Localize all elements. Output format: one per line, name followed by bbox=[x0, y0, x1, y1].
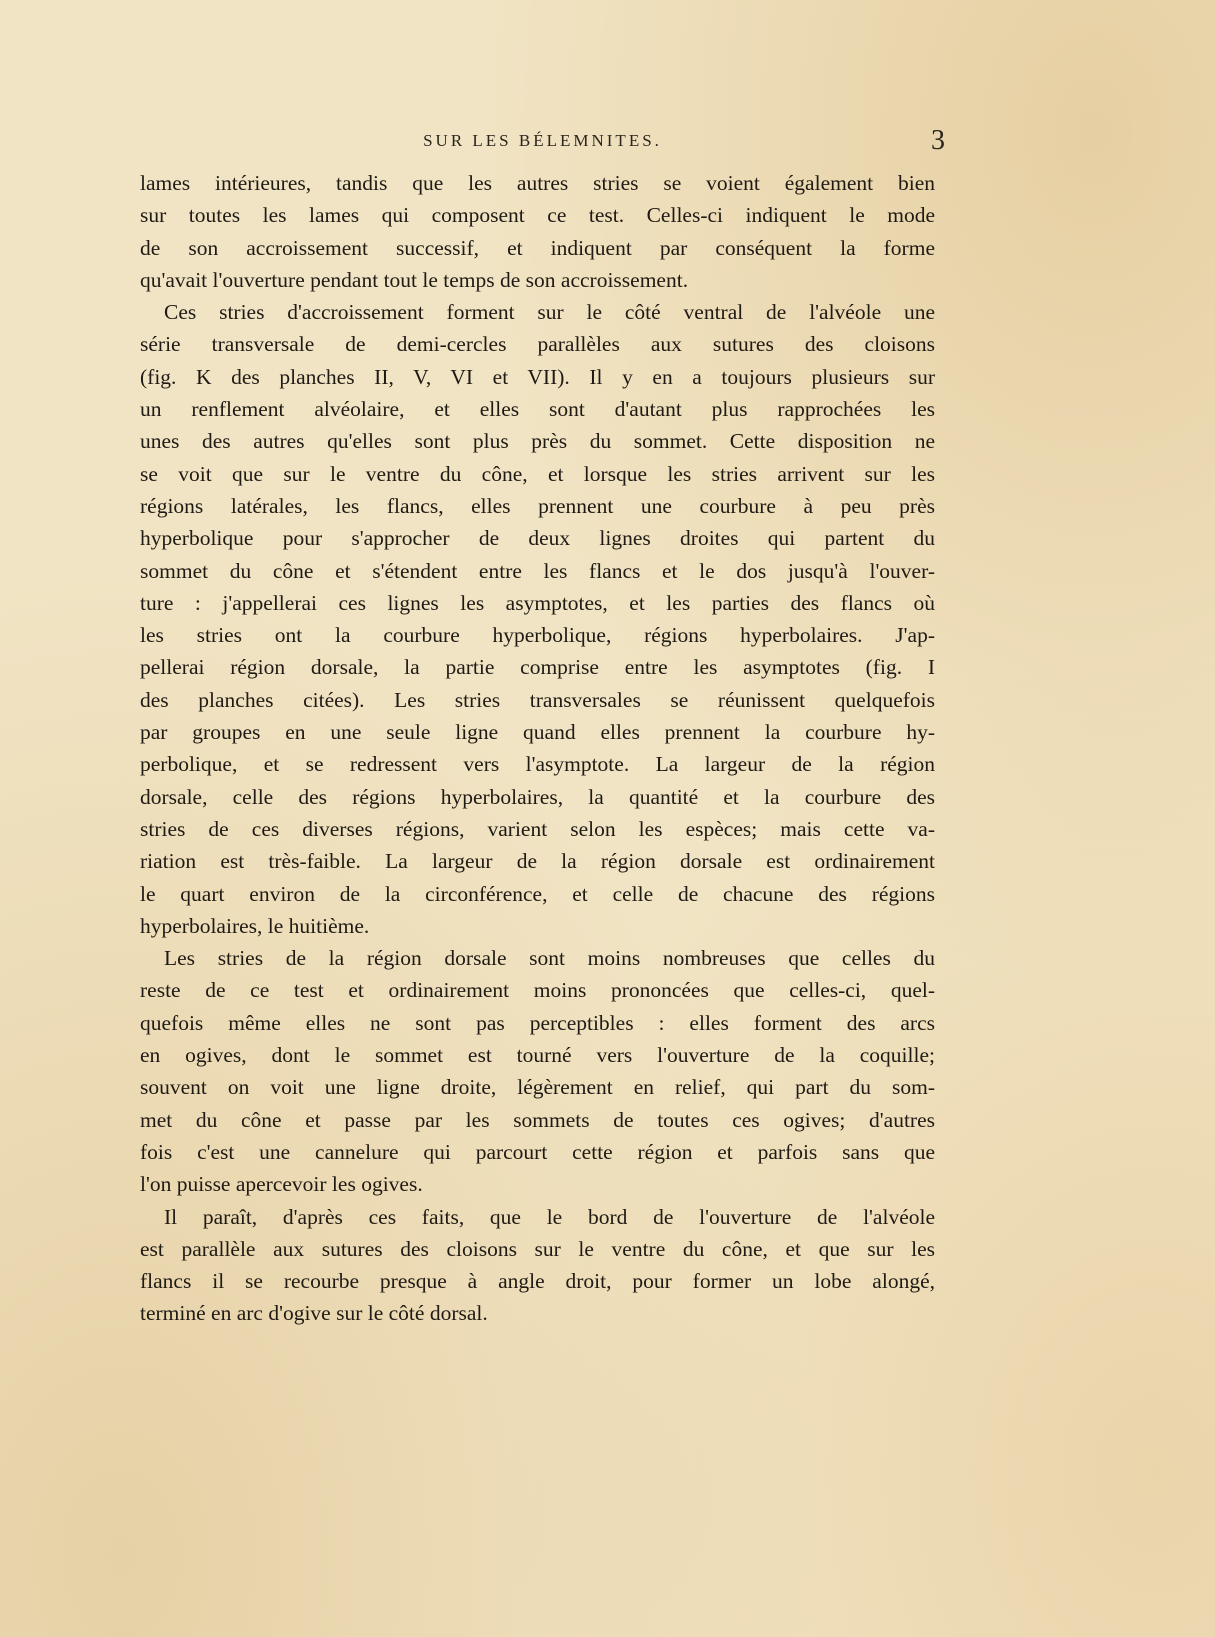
text-line: régions latérales, les flancs, elles prennent une courbure à peu près bbox=[140, 493, 935, 518]
text-line: qu'avait l'ouverture pendant tout le temps de son accroissement. bbox=[140, 267, 689, 292]
text-line: Il paraît, d'après ces faits, que le bord de l'ouverture de l'alvéole bbox=[164, 1204, 935, 1229]
text-line: Les stries de la région dorsale sont moins nombreuses que celles du bbox=[164, 946, 935, 971]
text-line: en ogives, dont le sommet est tourné vers l'ouverture de la coquille; bbox=[140, 1043, 935, 1068]
text-line: sur toutes les lames qui composent ce test. Celles-ci indiquent le mode bbox=[140, 203, 935, 228]
text-line: de son accroissement successif, et indiquent par conséquent la forme bbox=[140, 235, 935, 260]
text-line: série transversale de demi-cercles parallèles aux sutures des cloisons bbox=[140, 332, 935, 357]
text-line: le quart environ de la circonférence, et celle de chacune des régions bbox=[140, 881, 935, 906]
text-line: pellerai région dorsale, la partie comprise entre les asymptotes (fig. I bbox=[140, 655, 935, 680]
text-line: Ces stries d'accroissement forment sur le côté ventral de l'alvéole une bbox=[164, 300, 935, 325]
text-line: les stries ont la courbure hyperbolique, régions hyperbolaires. J'ap- bbox=[140, 623, 935, 648]
text-line: fois c'est une cannelure qui parcourt cette région et parfois sans que bbox=[140, 1139, 935, 1164]
text-line: stries de ces diverses régions, varient selon les espèces; mais cette va- bbox=[140, 816, 935, 841]
text-line: l'on puisse apercevoir les ogives. bbox=[140, 1172, 423, 1197]
text-line: sommet du cône et s'étendent entre les flancs et le dos jusqu'à l'ouver- bbox=[140, 558, 935, 583]
page-number: 3 bbox=[931, 125, 945, 156]
text-line: riation est très-faible. La largeur de la région dorsale est ordinairement bbox=[140, 849, 935, 874]
text-line: met du cône et passe par les sommets de toutes ces ogives; d'autres bbox=[140, 1107, 935, 1132]
text-line: flancs il se recourbe presque à angle droit, pour former un lobe alongé, bbox=[140, 1269, 935, 1294]
text-line: dorsale, celle des régions hyperbolaires, la quantité et la courbure des bbox=[140, 784, 935, 809]
text-line: terminé en arc d'ogive sur le côté dorsal. bbox=[140, 1301, 488, 1326]
text-line: se voit que sur le ventre du cône, et lorsque les stries arrivent sur les bbox=[140, 461, 935, 486]
text-line: hyperbolaires, le huitième. bbox=[140, 913, 370, 938]
text-line: quefois même elles ne sont pas perceptibles : elles forment des arcs bbox=[140, 1010, 935, 1035]
text-line: par groupes en une seule ligne quand elles prennent la courbure hy- bbox=[140, 720, 935, 745]
text-line: hyperbolique pour s'approcher de deux lignes droites qui partent du bbox=[140, 526, 935, 551]
text-line: est parallèle aux sutures des cloisons sur le ventre du cône, et que sur les bbox=[140, 1236, 935, 1261]
text-line: un renflement alvéolaire, et elles sont d'autant plus rapprochées les bbox=[140, 397, 935, 422]
text-line: reste de ce test et ordinairement moins prononcées que celles-ci, quel- bbox=[140, 978, 935, 1003]
body-text bbox=[140, 167, 935, 1330]
text-line: souvent on voit une ligne droite, légèrement en relief, qui part du som- bbox=[140, 1075, 935, 1100]
text-line: unes des autres qu'elles sont plus près du sommet. Cette disposition ne bbox=[140, 429, 935, 454]
page-header bbox=[140, 127, 945, 157]
text-line: des planches citées). Les stries transversales se réunissent quelquefois bbox=[140, 687, 935, 712]
text-line: (fig. K des planches II, V, VI et VII). Il y en a toujours plusieurs sur bbox=[140, 364, 935, 389]
text-line: perbolique, et se redressent vers l'asymptote. La largeur de la région bbox=[140, 752, 935, 777]
text-line: ture : j'appellerai ces lignes les asymptotes, et les parties des flancs où bbox=[140, 590, 935, 615]
running-title: SUR LES BÉLEMNITES. bbox=[423, 131, 662, 150]
text-line: lames intérieures, tandis que les autres stries se voient également bien bbox=[140, 171, 935, 195]
